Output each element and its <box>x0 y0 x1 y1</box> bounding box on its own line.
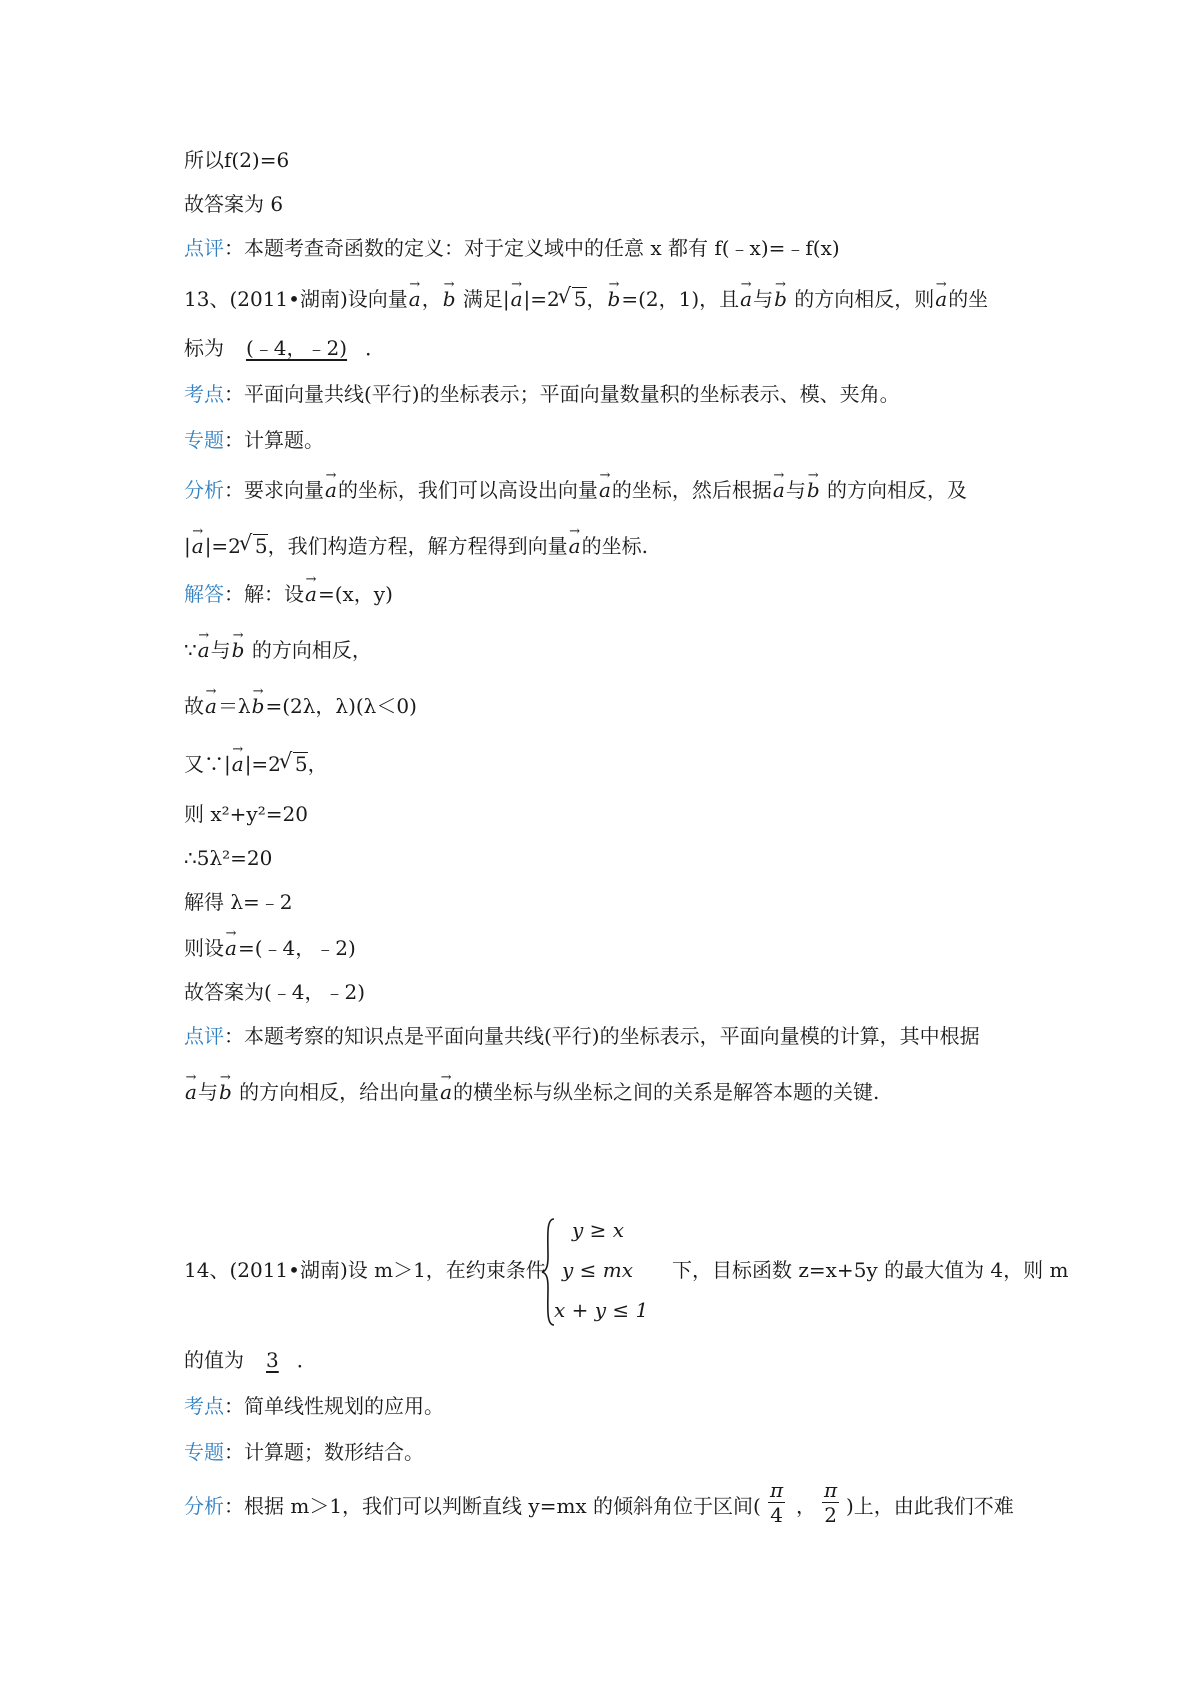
topic-label: 专题 <box>184 428 224 452</box>
q13-text-h: 的坐 <box>948 287 989 311</box>
vector-b: → b <box>442 285 457 313</box>
vector-a: → a <box>304 580 318 608</box>
vector-a: → a <box>197 636 211 664</box>
constraint-1: y ≥ x <box>572 1218 625 1242</box>
step2-text-b: ＝λ <box>217 694 251 718</box>
q13-text-c: |=2 <box>523 287 560 311</box>
vector-a: → a <box>324 476 338 504</box>
constraint-3: x + y ≤ 1 <box>554 1298 649 1322</box>
q13-text-d: ， <box>586 287 607 311</box>
fraction2-denominator: 2 <box>824 1503 837 1527</box>
comment3-text-c: 的横坐标与纵坐标之间的关系是解答本题的关键. <box>453 1080 880 1104</box>
step7-text-b: =(﹣4，﹣2) <box>237 936 356 960</box>
step-line-8: 故答案为(﹣4，﹣2) <box>184 980 366 1004</box>
step-line-4: 则 x²+y²=20 <box>184 802 308 826</box>
topic-line-2 <box>184 1438 424 1466</box>
vector-a: → a <box>408 285 422 313</box>
question-14-line-2 <box>184 1346 317 1374</box>
vector-a: → a <box>568 532 582 560</box>
vector-a: → a <box>204 692 218 720</box>
topic2-text: ：计算题；数形结合。 <box>224 1440 424 1464</box>
topic-text: ：计算题。 <box>224 428 324 452</box>
step-line-6: 解得 λ=﹣2 <box>184 890 293 914</box>
q14-line2-prefix: 的值为 <box>184 1348 244 1372</box>
step-line-3 <box>184 750 328 778</box>
comment-text: ：本题考查奇函数的定义：对于定义域中的任意 x 都有 f(﹣x)=﹣f(x) <box>224 236 840 260</box>
q13-line2-suffix: ． <box>365 336 386 360</box>
step-line-5: ∴5λ²=20 <box>184 846 273 870</box>
comment-label: 点评 <box>184 236 224 260</box>
comment-line-3 <box>184 1078 879 1106</box>
vector-a: → a <box>739 285 753 313</box>
constraint-system <box>540 1217 660 1327</box>
step-line-2 <box>184 692 417 720</box>
comment-line-2 <box>184 1022 980 1050</box>
vector-b: → b <box>231 636 246 664</box>
knowledge-text: ：平面向量共线(平行)的坐标表示；平面向量数量积的坐标表示、模、夹角。 <box>224 382 900 406</box>
analysis3-text-b: )上，由此我们不难 <box>846 1494 1014 1518</box>
q13-answer: (﹣4，﹣2) <box>246 336 348 360</box>
analysis3-label: 分析 <box>184 1494 224 1518</box>
q13-text-b: 满足| <box>456 287 510 311</box>
comment3-text-b: 的方向相反，给出向量 <box>232 1080 440 1104</box>
question-13-line-1: 13、(2011•湖南)设向量→ a，→ b 满足|→ a|=2√ 5，→ b=(2，1)，且→ a与→ b 的方向相反，则→ a的坐 <box>184 285 988 313</box>
analysis-text-d: 与 <box>785 478 806 502</box>
analysis-label: 分析 <box>184 478 224 502</box>
vector-b: → b <box>607 285 622 313</box>
step3-text-b: |=2 <box>244 752 281 776</box>
knowledge-point-line <box>184 380 900 408</box>
question-13-line-2 <box>184 334 385 362</box>
vector-a: → a <box>772 476 786 504</box>
question-14-line-1-right: 下，目标函数 z=x+5y 的最大值为 4，则 m <box>672 1258 1069 1282</box>
analysis-text-b: 的坐标，我们可以高设出向量 <box>337 478 598 502</box>
step3-text-a: 又∵| <box>184 752 231 776</box>
fraction-pi-over-2 <box>822 1478 839 1527</box>
analysis2-text-b: |=2 <box>204 534 241 558</box>
comment2-text: ：本题考察的知识点是平面向量共线(平行)的坐标表示，平面向量模的计算，其中根据 <box>224 1024 980 1048</box>
vector-a: → a <box>184 1078 198 1106</box>
vector-a: → a <box>934 285 948 313</box>
comment-line-1 <box>184 234 840 262</box>
analysis-text-a: ：要求向量 <box>224 478 324 502</box>
text-line-answer-6: 故答案为 6 <box>184 192 284 216</box>
constraint-2: y ≤ mx <box>562 1258 634 1282</box>
q13-text-e: =(2，1)，且 <box>621 287 740 311</box>
vector-b: → b <box>806 476 821 504</box>
vector-a: → a <box>224 934 238 962</box>
fraction-pi-over-4 <box>768 1478 785 1527</box>
question-14-line-1-left: 14、(2011•湖南)设 m＞1，在约束条件 <box>184 1258 546 1282</box>
analysis2-text-c: ，我们构造方程，解方程得到向量 <box>267 534 568 558</box>
fraction1-numerator: π <box>770 1478 784 1502</box>
q13-text-a: 13、(2011•湖南)设向量 <box>184 287 408 311</box>
step3-text-c: ， <box>307 752 328 776</box>
sqrt-5: √ 5 <box>293 752 308 775</box>
topic-line <box>184 426 324 454</box>
step1-text-c: 的方向相反， <box>245 638 372 662</box>
solution-label: 解答 <box>184 582 224 606</box>
vector-a: → a <box>231 750 245 778</box>
q14-answer: 3 <box>266 1348 279 1372</box>
vector-a: → a <box>598 476 612 504</box>
step-line-7 <box>184 934 356 962</box>
solution-text-b: =(x，y) <box>317 582 393 606</box>
comment2-label: 点评 <box>184 1024 224 1048</box>
solution-text-a: ：解：设 <box>224 582 304 606</box>
step2-text-a: 故 <box>184 694 204 718</box>
step1-text-b: 与 <box>210 638 231 662</box>
analysis-line-2 <box>184 532 648 560</box>
fraction1-denominator: 4 <box>770 1503 783 1527</box>
step-line-1 <box>184 636 372 664</box>
knowledge2-text: ：简单线性规划的应用。 <box>224 1394 444 1418</box>
step1-text-a: ∵ <box>184 638 197 662</box>
knowledge-label: 考点 <box>184 382 224 406</box>
q13-line2-prefix: 标为 <box>184 336 224 360</box>
vector-a: → a <box>191 532 205 560</box>
vector-a: → a <box>439 1078 453 1106</box>
sqrt-5: √ 5 <box>572 287 587 310</box>
analysis2-text-d: 的坐标. <box>581 534 648 558</box>
analysis-text-c: 的坐标，然后根据 <box>611 478 772 502</box>
analysis3-separator: ， <box>796 1494 816 1518</box>
analysis2-text-a: | <box>184 534 191 558</box>
q13-text-g: 的方向相反，则 <box>787 287 935 311</box>
analysis-text-e: 的方向相反，及 <box>820 478 967 502</box>
fraction2-numerator: π <box>824 1478 838 1502</box>
analysis-line-3 <box>184 1492 761 1520</box>
step2-text-c: =(2λ，λ)(λ＜0) <box>265 694 417 718</box>
comment3-text-a: 与 <box>197 1080 218 1104</box>
vector-b: → b <box>218 1078 233 1106</box>
vector-b: → b <box>773 285 788 313</box>
q13-text-f: 与 <box>753 287 774 311</box>
solution-line <box>184 580 393 608</box>
sqrt-5: √ 5 <box>253 534 268 557</box>
knowledge2-label: 考点 <box>184 1394 224 1418</box>
topic2-label: 专题 <box>184 1440 224 1464</box>
q14-line2-suffix: ． <box>296 1348 317 1372</box>
step7-text-a: 则设 <box>184 936 224 960</box>
text-line-f2: 所以f(2)=6 <box>184 148 290 172</box>
analysis-line-1 <box>184 476 967 504</box>
knowledge-point-line-2 <box>184 1392 444 1420</box>
analysis3-text-a: ：根据 m＞1，我们可以判断直线 y=mx 的倾斜角位于区间( <box>224 1494 761 1518</box>
vector-b: → b <box>251 692 266 720</box>
vector-a: → a <box>510 285 524 313</box>
